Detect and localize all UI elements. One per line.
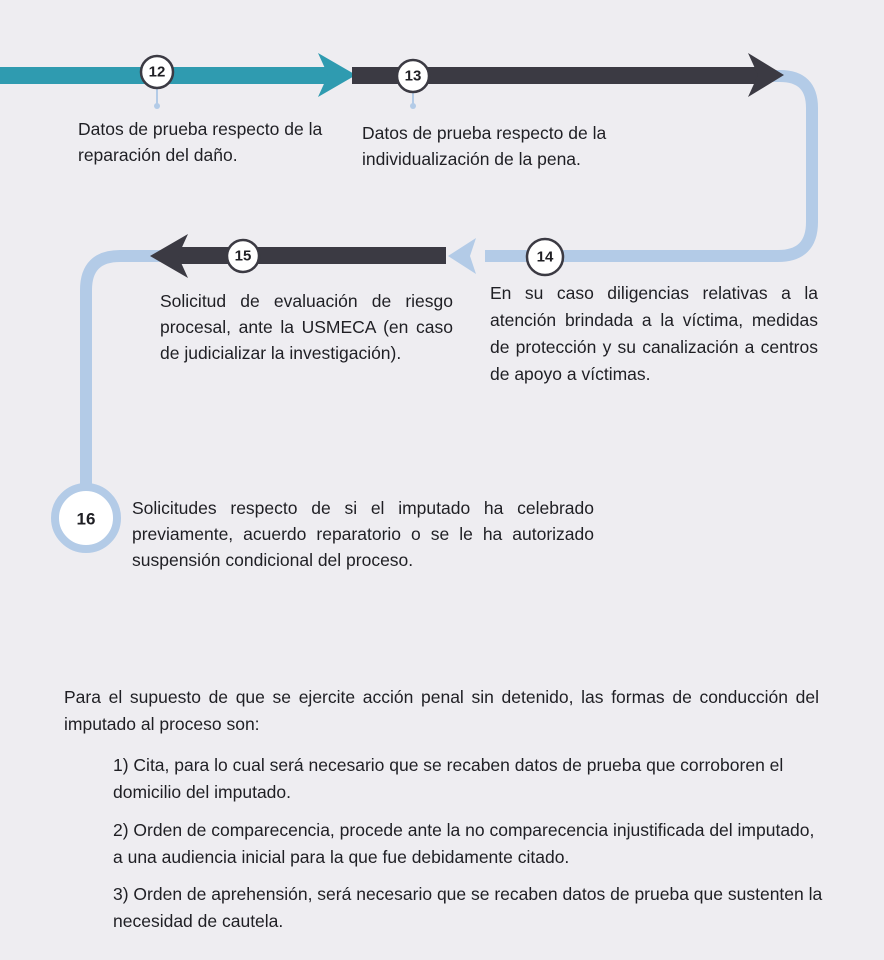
pin-12-dot (154, 103, 160, 109)
step-13-number: 13 (404, 67, 422, 85)
step-15-text: Solicitud de evaluación de riesgo procesal, ante la USMECA (en caso de judicializar la investigación). (160, 291, 453, 363)
arrowhead-light-row2 (448, 238, 476, 274)
step-13-marker (397, 60, 429, 92)
step-15-marker (227, 240, 259, 272)
step-12-marker (141, 56, 173, 88)
step-16-text: Solicitudes respecto de si el imputado ha celebrado previamente, acuerdo reparatorio o se le ha autorizado suspensión condicional del proceso. (132, 498, 594, 570)
step-13-text: Datos de prueba respecto de la individualización de la pena. (362, 123, 607, 169)
form-item-orden-comparecencia: 2) Orden de comparecencia, procede ante la no comparecencia injustificada del imputado, a una audiencia inicial para la que fue debidamente citado. (113, 820, 815, 867)
form-item-cita: 1) Cita, para lo cual será necesario que se recaben datos de prueba que corroboren el domicilio del imputado. (113, 755, 784, 802)
form-item-orden-aprehension: 3) Orden de aprehensión, será necesario que se recaben datos de prueba que sustenten la necesidad de cautela. (113, 884, 823, 931)
step-15-number: 15 (234, 247, 252, 265)
connector-left-curve (86, 256, 160, 495)
step-14-number: 14 (536, 248, 554, 266)
step-12-number: 12 (148, 63, 166, 81)
dark-arrow-row2-shaft (176, 247, 446, 264)
step-12-text: Datos de prueba respecto de la reparación del daño. (78, 119, 323, 165)
step-16-number: 16 (76, 509, 96, 529)
intro-paragraph: Para el supuesto de que se ejercite acción penal sin detenido, las formas de conducción del imputado al proceso son: (64, 687, 819, 734)
step-14-text: En su caso diligencias relativas a la atención brindada a la víctima, medidas de protección y su canalización a centros de apoyo a víctimas. (490, 283, 818, 384)
step-16-marker (55, 487, 117, 549)
pin-13-dot (410, 103, 416, 109)
step-14-marker (527, 239, 563, 275)
